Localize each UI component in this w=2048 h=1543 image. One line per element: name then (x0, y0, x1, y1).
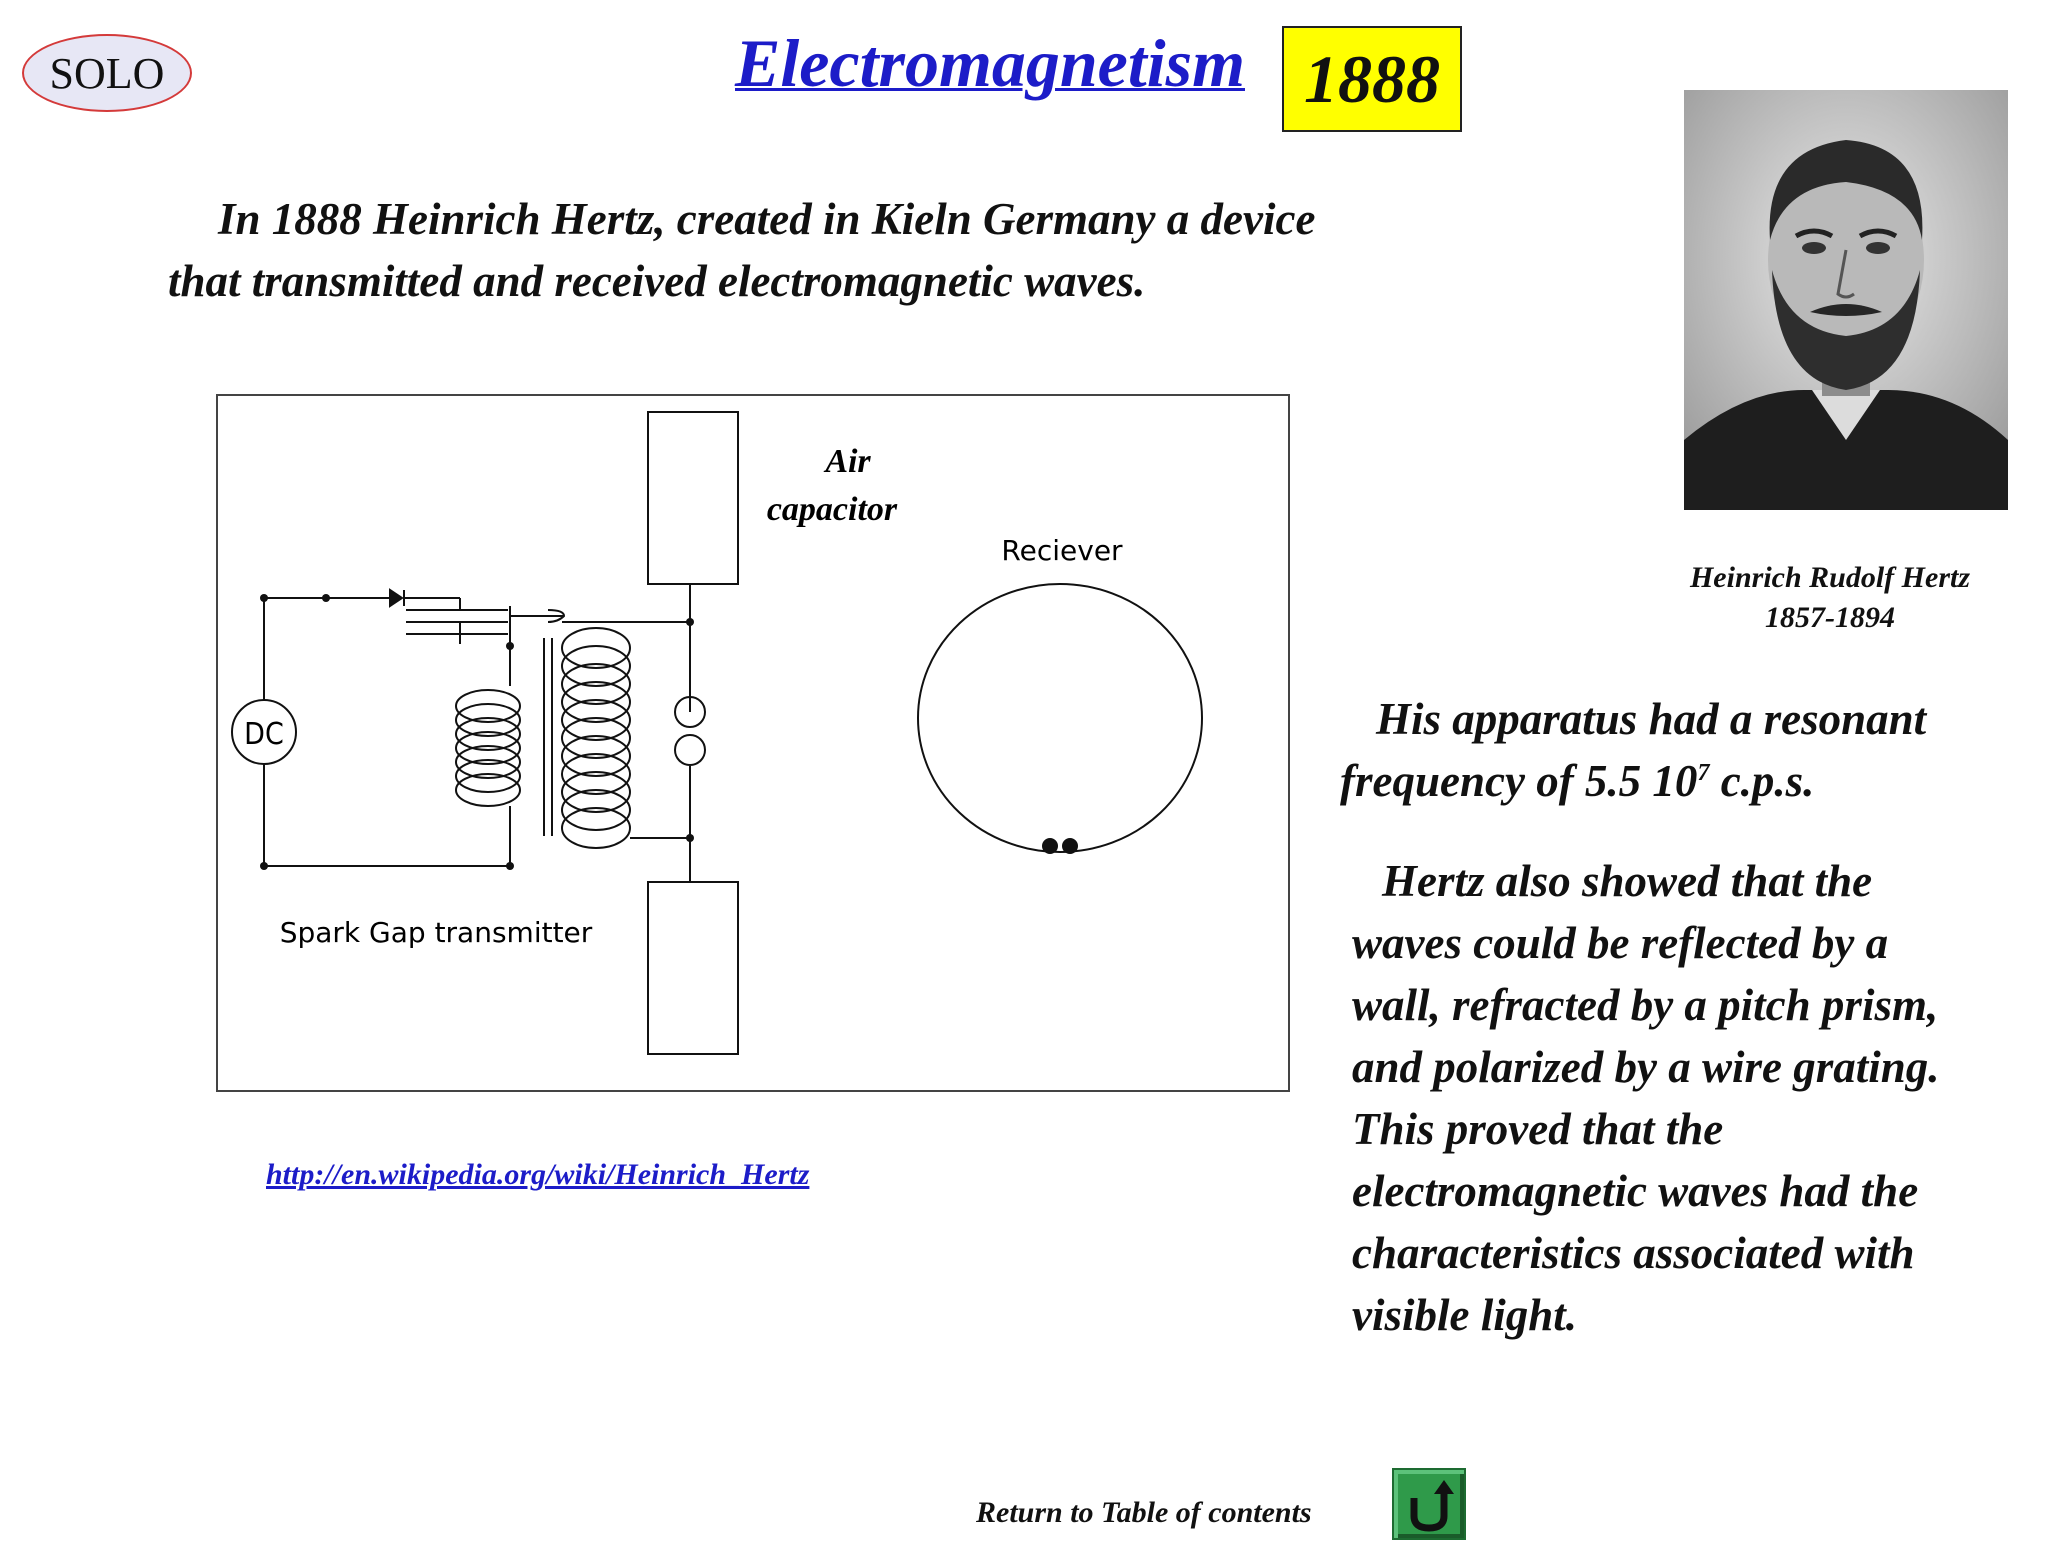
air-capacitor-label-2: capacitor (766, 491, 898, 528)
u-turn-arrow-icon (1394, 1470, 1464, 1538)
para2-line: waves could be reflected by a (1352, 918, 1889, 968)
para1-line-1: His apparatus had a resonant (1376, 694, 1927, 744)
solo-logo-text: SOLO (49, 48, 165, 98)
intro-line-2: that transmitted and received electromagnetic waves. (168, 256, 1146, 306)
transmitter-label: Spark Gap transmitter (279, 916, 593, 949)
dc-label: DC (244, 717, 284, 752)
para2-line: visible light. (1352, 1290, 1577, 1340)
solo-logo (22, 34, 192, 112)
hertz-apparatus-diagram (216, 394, 1290, 1092)
portrait-image (1684, 90, 2008, 510)
spark-gap-ball-right (1062, 838, 1078, 854)
intro-text (168, 188, 1508, 312)
hertz-findings-paragraph (1352, 850, 2046, 1346)
portrait-caption (1640, 558, 2020, 638)
para1-exponent: 7 (1697, 760, 1710, 786)
wikipedia-link[interactable]: http://en.wikipedia.org/wiki/Heinrich_Hertz (266, 1158, 810, 1191)
air-capacitor-label-1: Air (825, 443, 871, 480)
para1-unit: c.p.s. (1709, 756, 1815, 806)
page-title[interactable]: Electromagnetism (735, 25, 1245, 101)
portrait-years: 1857-1894 (1765, 601, 1895, 634)
year-badge: 1888 (1282, 26, 1462, 132)
para1-line-2: frequency of 5.5 10 (1340, 756, 1698, 806)
hertz-portrait (1684, 90, 2008, 510)
intro-line-1: In 1888 Heinrich Hertz, created in Kieln Germany a device (218, 194, 1316, 244)
circuit-svg (218, 396, 1288, 1090)
return-button[interactable] (1392, 1468, 1466, 1540)
spark-gap-ball-left (1042, 838, 1058, 854)
para2-line: This proved that the (1352, 1104, 1724, 1154)
receiver-label: Reciever (1001, 534, 1123, 567)
resonant-frequency-paragraph (1340, 688, 2046, 812)
return-to-toc-link[interactable]: Return to Table of contents (976, 1496, 1312, 1529)
para2-line: electromagnetic waves had the (1352, 1166, 1919, 1216)
para2-line: characteristics associated with (1352, 1228, 1915, 1278)
para2-line: wall, refracted by a pitch prism, (1352, 980, 1939, 1030)
para2-line: Hertz also showed that the (1382, 856, 1873, 906)
portrait-name: Heinrich Rudolf Hertz (1689, 561, 1971, 594)
para2-line: and polarized by a wire grating. (1352, 1042, 1940, 1092)
